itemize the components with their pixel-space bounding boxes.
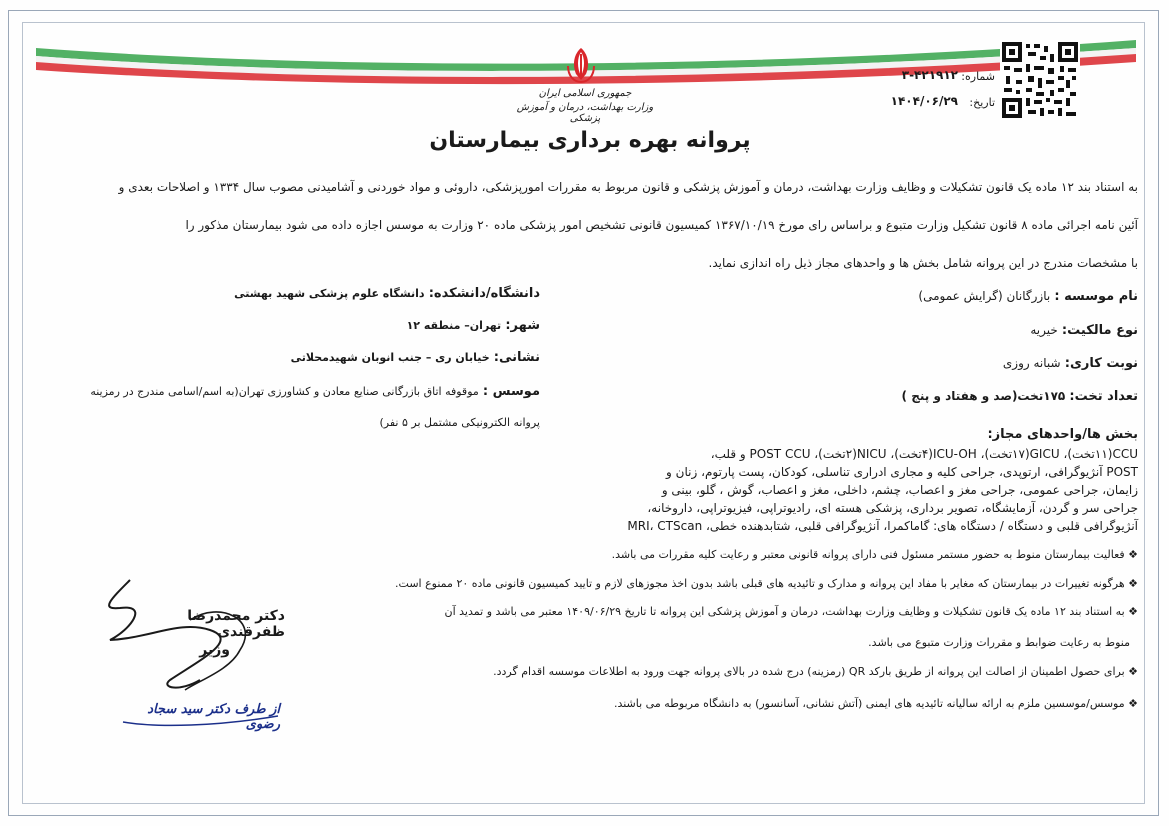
units-line-3: زایمان، جراحی عمومی، جراحی مغز و اعصاب، چشم، داخلی، مغز و اعصاب، گوش ، گلو، بینی و bbox=[661, 483, 1138, 497]
ownership-label: نوع مالکیت: bbox=[1061, 323, 1138, 338]
founder-value-line1: موقوفه اتاق بازرگانی صنایع معادن و کشاورزی تهران(به اسم/اسامی مندرج در رمزینه bbox=[90, 385, 479, 398]
units-line-1: CCU(۱۱تخت)، GICU(۱۷تخت)، ICU-OH(۴تخت)، NICU(۲تخت)، POST CCU و قلب، bbox=[710, 447, 1138, 461]
address-label: نشانی: bbox=[493, 350, 540, 365]
note-item: ❖ به استناد بند ۱۲ ماده یک قانون تشکیلات و وظایف وزارت بهداشت، درمان و آموزش پزشکی این پروانه تا تاریخ ۱۴۰۹/۰۶/۲۹ معتبر می باشد و تمدید آن bbox=[444, 605, 1138, 618]
note-text: منوط به رعایت ضوابط و مقررات وزارت متبوع می باشد. bbox=[868, 636, 1130, 649]
ministry-name-line2: وزارت بهداشت، درمان و آموزش پزشکی bbox=[516, 102, 654, 124]
beds-value: ۱۷۵تخت(صد و هفتاد و پنج ) bbox=[901, 389, 1066, 403]
institution-row bbox=[580, 289, 1138, 304]
units-line-2: POST آنژیوگرافی، ارتوپدی، جراحی کلیه و مجاری ادراری تناسلی، کودکان، پست پارتوم، زنان و bbox=[666, 465, 1138, 479]
founder-row bbox=[40, 384, 540, 399]
note-item: ❖ هرگونه تغییرات در بیمارستان که مغایر با مفاد این پروانه و مدارک و تائیدیه های قبلی باشد بدون اخذ مجوزهای لازم و تایید کمیسیون قانونی ماده ۲۰ ممنوع است. bbox=[395, 577, 1138, 590]
number-label: شماره: bbox=[961, 70, 995, 83]
beds-label: تعداد تخت: bbox=[1069, 389, 1138, 404]
units-label: بخش ها/واحدهای مجاز: bbox=[987, 427, 1138, 442]
date-label: تاریخ: bbox=[969, 96, 995, 109]
city-value: تهران– منطقه ۱۲ bbox=[406, 319, 502, 332]
founder-label: موسس : bbox=[482, 384, 540, 399]
city-label: شهر: bbox=[505, 318, 540, 333]
date-value: ۱۴۰۴/۰۶/۲۹ bbox=[890, 94, 958, 108]
proxy-signature: از طرف دکتر سید سجاد رضوی bbox=[147, 702, 280, 732]
beds-row bbox=[580, 389, 1138, 404]
intro-line-3: با مشخصات مندرج در این پروانه شامل بخش ها و واحدهای مجاز ذیل راه اندازی نماید. bbox=[708, 256, 1138, 270]
shift-row bbox=[580, 356, 1138, 371]
note-text: به استناد بند ۱۲ ماده یک قانون تشکیلات و وظایف وزارت بهداشت، درمان و آموزش پزشکی این پروانه تا تاریخ ۱۴۰۹/۰۶/۲۹ معتبر می باشد و تمدید آن bbox=[444, 605, 1125, 618]
ownership-value: خیریه bbox=[1030, 323, 1058, 337]
university-value: دانشگاه علوم پزشکی شهید بهشتی bbox=[234, 287, 425, 300]
note-item: ❖ فعالیت بیمارستان منوط به حضور مستمر مسئول فنی دارای پروانه قانونی معتبر و رعایت کلیه مقررات می باشد. bbox=[611, 548, 1138, 561]
signatory-name: دکتر محمدرضا ظفرقندی bbox=[187, 608, 285, 640]
page-title: پروانه بهره برداری بیمارستان bbox=[429, 128, 751, 153]
qr-code-icon bbox=[1000, 40, 1080, 120]
founder-value-line2: پروانه الکترونیکی مشتمل بر ۵ نفر) bbox=[379, 416, 540, 429]
units-line-5: آنژیوگرافی قلبی و دستگاه / دستگاه های: گاماکمرا، آنژیوگرافی قلبی، شتابدهنده خطی، MRI، CTScan bbox=[627, 519, 1138, 533]
address-value: خیابان ری – جنب انوبان شهیدمحلاتی bbox=[290, 351, 490, 364]
note-text: برای حصول اطمینان از اصالت این پروانه از طریق بارکد QR (رمزینه) درج شده در بالای پروانه جهت ورود به اطلاعات موسسه اقدام گردد. bbox=[493, 665, 1125, 678]
shift-label: نوبت کاری: bbox=[1064, 356, 1138, 371]
ministry-name-line1: جمهوری اسلامی ایران bbox=[538, 88, 632, 99]
address-row bbox=[40, 350, 540, 365]
note-text: موسس/موسسین ملزم به ارائه سالیانه تائیدیه های ایمنی (آتش نشانی، آسانسور) به دانشگاه مربوطه می باشند. bbox=[613, 697, 1125, 710]
shift-value: شبانه روزی bbox=[1002, 356, 1061, 370]
intro-line-1: به استناد بند ۱۲ ماده یک قانون تشکیلات و وظایف وزارت بهداشت، درمان و آموزش پزشکی و قانون مربوط به مقررات امورپزشکی، داروئی و مواد خوردنی و آشامیدنی مصوب سال ۱۳۳۴ و اصلاحات بعدی و bbox=[118, 180, 1138, 194]
signatory-title: وزیر bbox=[199, 642, 230, 658]
note-text: هرگونه تغییرات در بیمارستان که مغایر با مفاد این پروانه و مدارک و تائیدیه های قبلی باشد بدون اخذ مجوزهای لازم و تایید کمیسیون قانونی ماده ۲۰ ممنوع است. bbox=[395, 577, 1125, 590]
institution-label: نام موسسه : bbox=[1054, 289, 1138, 304]
institution-value: بازرگانان (گرایش عمومی) bbox=[918, 289, 1051, 303]
intro-line-2: آئین نامه اجرائی ماده ۸ قانون تشکیل وزارت متبوع و براساس رای مورخ ۱۳۶۷/۱۰/۱۹ کمیسیون قانونی تشخیص امور پزشکی ماده ۲۰ وزارت به موسس اجازه داده می شود بیمارستان مذکور را bbox=[185, 218, 1138, 232]
note-item: ❖ برای حصول اطمینان از اصالت این پروانه از طریق بارکد QR (رمزینه) درج شده در بالای پروانه جهت ورود به اطلاعات موسسه اقدام گردد. bbox=[493, 665, 1138, 678]
iran-emblem-icon bbox=[560, 44, 602, 86]
university-label: دانشگاه/دانشکده: bbox=[428, 286, 540, 301]
city-row bbox=[40, 318, 540, 333]
proxy-signature-flourish bbox=[118, 692, 288, 732]
number-value: ۳-۴۲۱۹۱۲ bbox=[901, 68, 958, 82]
ownership-row bbox=[580, 323, 1138, 338]
note-item: ❖ موسس/موسسین ملزم به ارائه سالیانه تائیدیه های ایمنی (آتش نشانی، آسانسور) به دانشگاه مربوطه می باشند. bbox=[613, 697, 1138, 710]
units-line-4: جراحی سر و گردن، آزمایشگاه، تصویر برداری، پزشکی هسته ای، رادیوتراپی، فیزیوتراپی، داروخانه، bbox=[647, 501, 1138, 515]
note-text: فعالیت بیمارستان منوط به حضور مستمر مسئول فنی دارای پروانه قانونی معتبر و رعایت کلیه مقررات می باشد. bbox=[611, 548, 1125, 561]
note-item-continued bbox=[600, 636, 1130, 649]
university-row bbox=[40, 286, 540, 301]
